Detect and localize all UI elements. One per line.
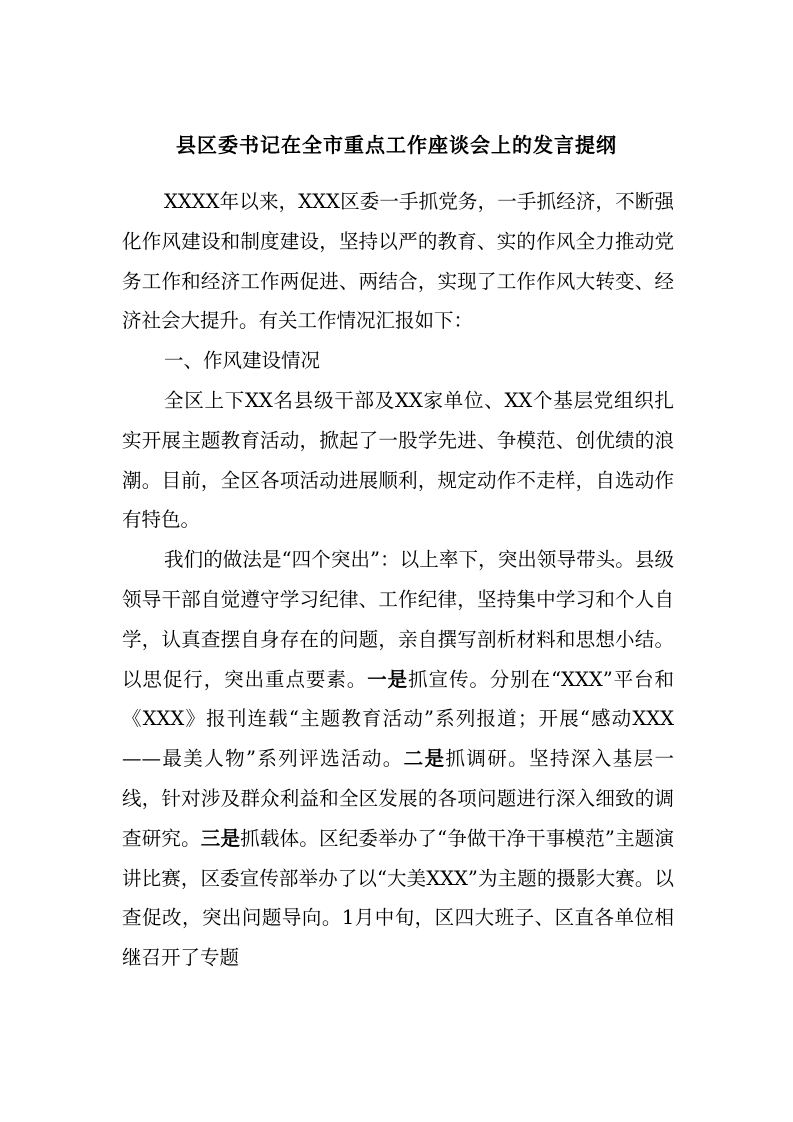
document-body	[122, 182, 674, 978]
text-segment: 全区上下XX名县级干部及XX家单位、XX个基层党组织扎实开展主题教育活动，掀起了一股学先进、争模范、创优绩的浪潮。目前，全区各项活动进展顺利，规定动作不走样，自选动作有特色。	[122, 388, 674, 532]
paragraph-methods	[122, 540, 674, 978]
document-title: 县区委书记在全市重点工作座谈会上的发言提纲	[176, 133, 617, 157]
text-segment: 我们的做法是“四个突出”：以上率下，突出领导带头。县级领导干部自觉遵守学习纪律、工作纪律，坚持集中学习和个人自学，认真查摆自身存在的问题，亲自撰写剖析材料和思想小结。以思促行，突出重点要素。	[122, 548, 674, 691]
text-segment: 抓载体。区纪委举办了“争做干净干事模范”主题演讲比赛，区委宣传部举办了以“大美XXX”为主题的摄影大赛。以查促改，突出问题导向。1月中旬，区四大班子、区直各单位相继召开了专题	[122, 826, 674, 970]
text-segment: 抓调研。坚持深入基层一线，针对涉及群众利益和全区发展的各项问题进行深入细致的调查研究。	[122, 747, 674, 850]
text-segment: XXXX年以来，XXX区委一手抓党务，一手抓经济，不断强化作风建设和制度建设，坚持以严的教育、实的作风全力推动党务工作和经济工作两促进、两结合，实现了工作作风大转变、经济社会大提升。有关工作情况汇报如下：	[122, 190, 674, 333]
bold-marker-second: 二是	[403, 747, 446, 771]
section-heading	[122, 341, 674, 381]
bold-marker-first: 一是	[367, 667, 409, 691]
text-segment: 抓宣传。分别在“XXX”平台和《XXX》报刊连载“主题教育活动”系列报道；开展“感动XXX——最美人物”系列评选活动。	[122, 667, 674, 771]
paragraph-overview	[122, 381, 674, 540]
bold-marker-third: 三是	[200, 826, 241, 850]
paragraph-intro	[122, 182, 674, 341]
text-segment: 一、作风建设情况	[164, 349, 321, 373]
